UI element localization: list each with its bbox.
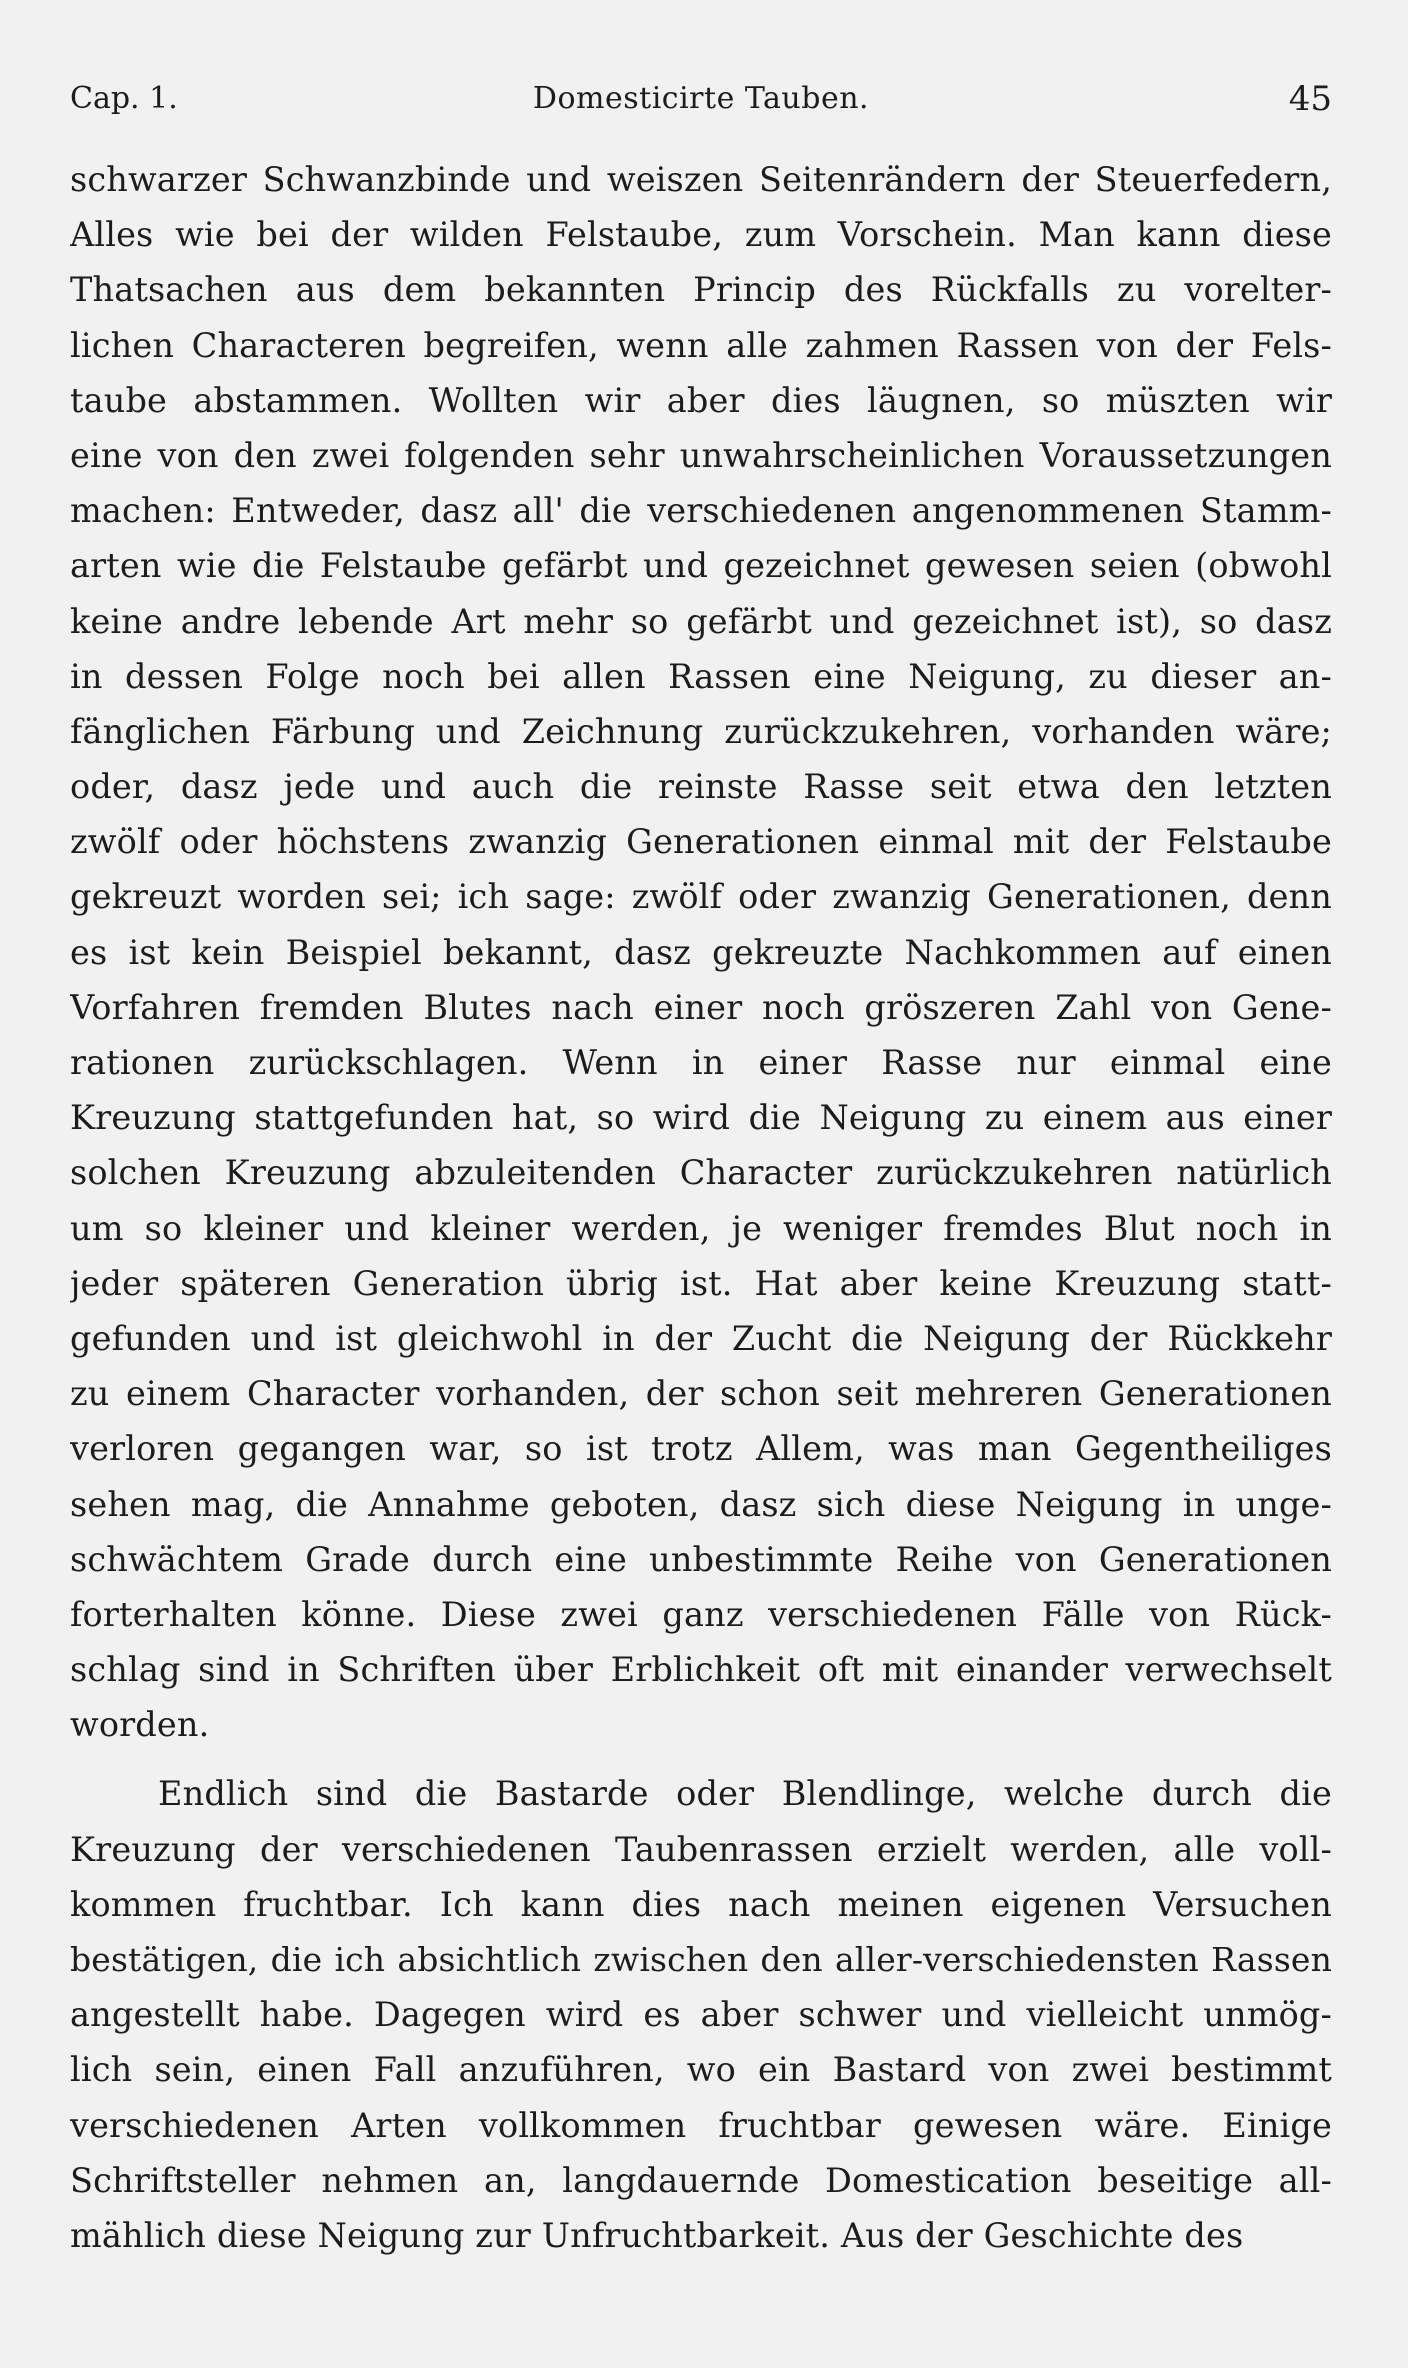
text-line: rationen zurückschlagen. Wenn in einer Rasse nur einmal eine <box>70 1043 1332 1082</box>
text-line: Alles wie bei der wilden Felstaube, zum Vorschein. Man kann diese <box>70 215 1332 255</box>
text-line: bestätigen, die ich absichtlich zwischen den aller-verschiedensten Rassen <box>70 1940 1332 1979</box>
text-line: arten wie die Felstaube gefärbt und gezeichnet gewesen seien (obwohl <box>70 546 1332 586</box>
text-line: fänglichen Färbung und Zeichnung zurückzukehren, vorhanden wäre; <box>70 711 1332 751</box>
paragraph <box>70 1766 1332 2263</box>
text-line: um so kleiner und kleiner werden, je weniger fremdes Blut noch in <box>70 1208 1332 1248</box>
text-line: zu einem Character vorhanden, der schon seit mehreren Generationen <box>70 1374 1332 1414</box>
text-line: in dessen Folge noch bei allen Rassen eine Neigung, zu dieser an- <box>70 656 1332 696</box>
text-line: forterhalten könne. Diese zwei ganz verschiedenen Fälle von Rück- <box>70 1594 1332 1634</box>
text-line: gekreuzt worden sei; ich sage: zwölf oder zwanzig Generationen, denn <box>70 877 1332 917</box>
text-line: solchen Kreuzung abzuleitenden Character zurückzukehren natürlich <box>70 1153 1332 1193</box>
text-line: schlag sind in Schriften über Erblichkeit oft mit einander verwechselt <box>70 1650 1332 1690</box>
paragraph <box>70 152 1332 1752</box>
text-line: schwarzer Schwanzbinde und weiszen Seitenrändern der Steuerfedern, <box>70 160 1332 199</box>
text-line: mählich diese Neigung zur Unfruchtbarkeit. Aus der Geschichte des <box>70 2215 1244 2255</box>
body-text <box>70 152 1332 2263</box>
text-line: kommen fruchtbar. Ich kann dies nach meinen eigenen Versuchen <box>70 1884 1332 1924</box>
text-line: keine andre lebende Art mehr so gefärbt und gezeichnet ist), so dasz <box>70 601 1332 641</box>
text-line: gefunden und ist gleichwohl in der Zucht die Neigung der Rückkehr <box>70 1318 1332 1358</box>
running-title: Domesticirte Tauben. <box>532 81 870 116</box>
text-line: Kreuzung der verschiedenen Taubenrassen erzielt werden, alle voll- <box>70 1829 1332 1869</box>
text-line: Vorfahren fremden Blutes nach einer noch gröszeren Zahl von Gene- <box>70 987 1332 1027</box>
chapter-label: Cap. 1. <box>70 81 178 116</box>
text-line: es ist kein Beispiel bekannt, dasz gekreuzte Nachkommen auf einen <box>70 932 1332 972</box>
text-line: oder, dasz jede und auch die reinste Rasse seit etwa den letzten <box>70 767 1332 807</box>
text-line: verloren gegangen war, so ist trotz Allem, was man Gegentheiliges <box>70 1429 1332 1469</box>
text-line: Endlich sind die Bastarde oder Blendlinge, welche durch die <box>158 1774 1332 1814</box>
page-number: 45 <box>1288 79 1332 119</box>
text-line: taube abstammen. Wollten wir aber dies läugnen, so müszten wir <box>70 380 1332 420</box>
text-line: lichen Characteren begreifen, wenn alle zahmen Rassen von der Fels- <box>70 325 1332 365</box>
text-line: schwächtem Grade durch eine unbestimmte Reihe von Generationen <box>70 1539 1332 1579</box>
text-line: Kreuzung stattgefunden hat, so wird die Neigung zu einem aus einer <box>70 1098 1332 1138</box>
text-line: eine von den zwei folgenden sehr unwahrscheinlichen Voraussetzungen <box>70 435 1332 475</box>
text-line: sehen mag, die Annahme geboten, dasz sich diese Neigung in unge- <box>70 1484 1332 1524</box>
text-line: machen: Entweder, dasz all' die verschiedenen angenommenen Stamm- <box>70 491 1332 531</box>
running-header <box>70 64 1332 134</box>
text-line: worden. <box>70 1705 210 1745</box>
text-line: angestellt habe. Dagegen wird es aber schwer und vielleicht unmög- <box>70 1995 1332 2035</box>
text-line: Schriftsteller nehmen an, langdauernde Domestication beseitige all- <box>70 2160 1332 2200</box>
text-line: zwölf oder höchstens zwanzig Generationen einmal mit der Felstaube <box>70 822 1332 862</box>
text-line: Thatsachen aus dem bekannten Princip des Rückfalls zu vorelter- <box>70 270 1332 310</box>
text-line: verschiedenen Arten vollkommen fruchtbar gewesen wäre. Einige <box>70 2105 1332 2145</box>
book-page <box>70 64 1332 2314</box>
paragraph-gap <box>70 1752 1332 1766</box>
text-line: jeder späteren Generation übrig ist. Hat aber keine Kreuzung statt- <box>70 1263 1332 1303</box>
text-line: lich sein, einen Fall anzuführen, wo ein Bastard von zwei bestimmt <box>70 2050 1332 2090</box>
